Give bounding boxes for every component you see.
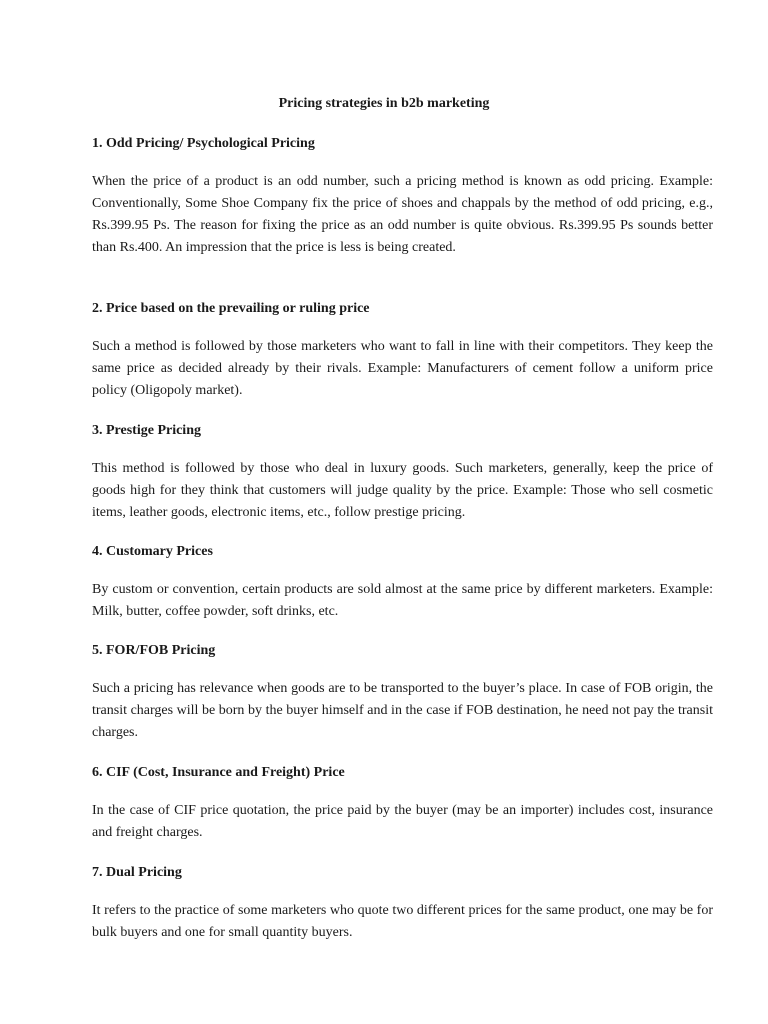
- section-dual-pricing: [92, 864, 713, 944]
- section-heading: 6. CIF (Cost, Insurance and Freight) Price: [92, 765, 345, 780]
- section-paragraph: It refers to the practice of some marketers who quote two different prices for the same product, one may be for bulk buyers and one for small quantity buyers.: [92, 903, 713, 940]
- section-prestige-pricing: [92, 422, 713, 524]
- section-heading: 4. Customary Prices: [92, 544, 213, 559]
- section-heading: 7. Dual Pricing: [92, 865, 182, 880]
- section-paragraph: When the price of a product is an odd number, such a pricing method is known as odd pricing. Example: Conventionally, Some Shoe Company fix the price of shoes and chappals by the method of odd pricing, e.g., Rs.399.95 Ps. The reason for fixing the price as an odd number is quite obvious. Rs.399.95 Ps sounds better than Rs.400. An impression that the price is less is being created.: [92, 174, 713, 255]
- section-paragraph: Such a method is followed by those marketers who want to fall in line with their competitors. They keep the same price as decided already by their rivals. Example: Manufacturers of cement follow a uniform price policy (Oligopoly market).: [92, 339, 713, 398]
- section-paragraph: In the case of CIF price quotation, the price paid by the buyer (may be an importer) includes cost, insurance and freight charges.: [92, 803, 713, 840]
- section-heading: 1. Odd Pricing/ Psychological Pricing: [92, 136, 315, 151]
- section-customary-prices: [92, 543, 713, 623]
- section-odd-pricing: [92, 135, 713, 259]
- section-paragraph: Such a pricing has relevance when goods are to be transported to the buyer’s place. In case of FOB origin, the transit charges will be born by the buyer himself and in the case if FOB destination, he need not pay the transit charges.: [92, 681, 713, 740]
- section-cif-price: [92, 764, 713, 844]
- section-paragraph: This method is followed by those who deal in luxury goods. Such marketers, generally, keep the price of goods high for they think that customers will judge quality by the price. Example: Those who sell cosmetic items, leather goods, electronic items, etc., follow prestige pricing.: [92, 461, 713, 520]
- section-for-fob-pricing: [92, 642, 713, 744]
- document-title: Pricing strategies in b2b marketing: [278, 96, 490, 111]
- section-heading: 5. FOR/FOB Pricing: [92, 643, 216, 658]
- section-paragraph: By custom or convention, certain products are sold almost at the same price by different marketers. Example: Milk, butter, coffee powder, soft drinks, etc.: [92, 582, 713, 619]
- section-heading: 2. Price based on the prevailing or ruling price: [92, 301, 370, 316]
- section-heading: 3. Prestige Pricing: [92, 423, 201, 438]
- section-prevailing-price: [92, 300, 713, 402]
